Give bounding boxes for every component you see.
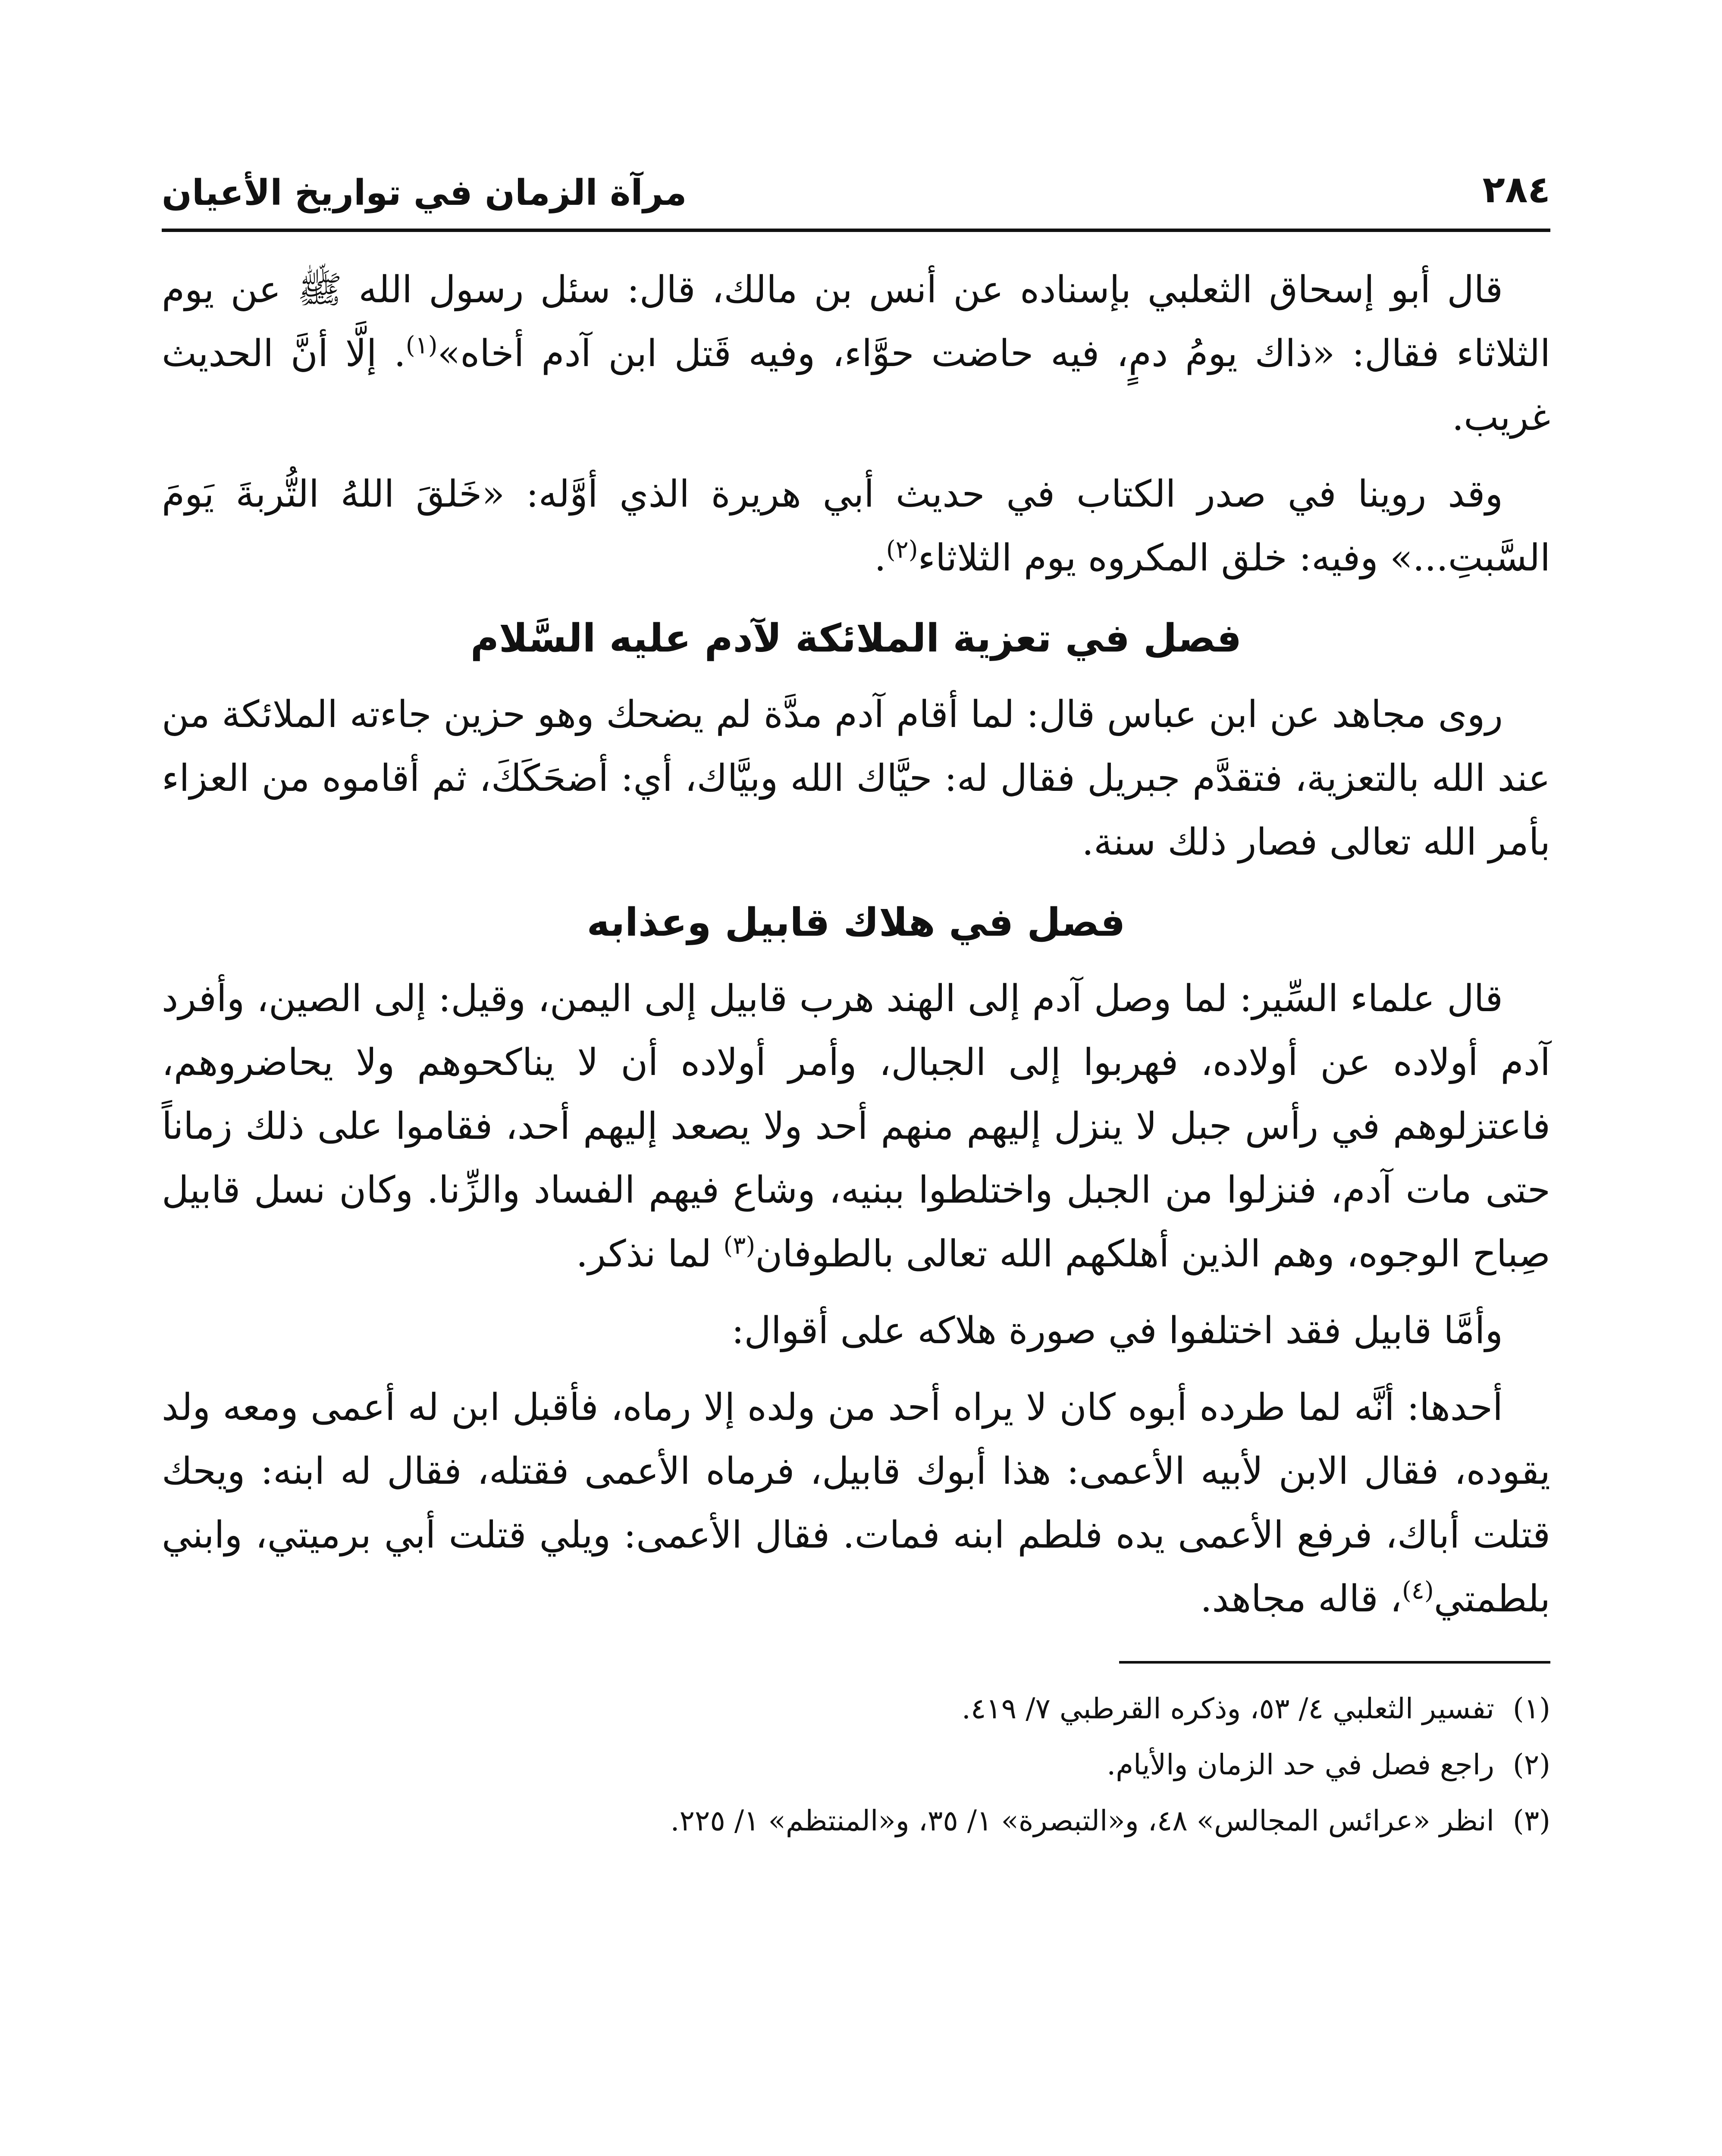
page-number: ٢٨٤ xyxy=(1482,168,1550,211)
paragraph-5: وأمَّا قابيل فقد اختلفوا في صورة هلاكه على أقوال: xyxy=(731,1309,1503,1352)
paragraph-6 xyxy=(162,1376,1550,1631)
footnote-number: (١) xyxy=(1513,1692,1550,1725)
footnotes xyxy=(162,1681,1550,1849)
section-heading-condolence: فصل في تعزية الملائكة لآدم عليه السَّلام xyxy=(470,616,1242,661)
paragraph-tail: . إلَّا أنَّ الحديث غريب. xyxy=(162,332,1550,439)
paragraph-text: أحدها: أنَّه لما طرده أبوه كان لا يراه أحد من ولده إلا رماه، فأقبل ابن له أعمى ومعه ولد يقوده، فقال الابن لأبيه الأعمى: هذا أبوك قابيل، فرماه الأعمى فقتله، فقال له ابنه: ويحك قتلت أباك، فرفع الأعمى يده فلطم ابنه فمات. فقال الأعمى: ويلي قتلت أبي برميتي، وابني بلطمتي xyxy=(162,1386,1550,1620)
page-content xyxy=(162,232,1550,1849)
footnote-2 xyxy=(162,1737,1550,1793)
paragraph-tail: ، قاله مجاهد. xyxy=(1200,1577,1402,1620)
footnote-3 xyxy=(162,1793,1550,1849)
footnote-ref-2: (٢) xyxy=(886,536,918,564)
paragraph-tail: . xyxy=(874,536,886,580)
paragraph-3: روى مجاهد عن ابن عباس قال: لما أقام آدم مدَّة لم يضحك وهو حزين جاءته الملائكة من عند الله بالتعزية، فتقدَّم جبريل فقال له: حيَّاك الله وبيَّاك، أي: أضحَكَكَ، ثم أقاموه من العزاء بأمر الله تعالى فصار ذلك سنة. xyxy=(162,693,1550,864)
footnote-text: تفسير الثعلبي ٤/ ٥٣، وذكره القرطبي ٧/ ٤١٩. xyxy=(961,1692,1494,1725)
footnote-text: راجع فصل في حد الزمان والأيام. xyxy=(1107,1748,1494,1781)
paragraph-1 xyxy=(162,258,1550,449)
section-heading-qabil: فصل في هلاك قابيل وعذابه xyxy=(587,900,1126,945)
running-header xyxy=(162,164,1550,232)
footnote-number: (٣) xyxy=(1513,1804,1550,1837)
footnote-ref-1: (١) xyxy=(405,331,438,360)
footnotes-divider xyxy=(1119,1661,1550,1664)
paragraph-text: قال أبو إسحاق الثعلبي بإسناده عن أنس بن مالك، قال: سئل رسول الله ﷺ عن يوم الثلاثاء فقال: «ذاك يومُ دمٍ، فيه حاضت حوَّاء، وفيه قَتل ابن آدم أخاه» xyxy=(162,268,1550,375)
footnote-ref-3: (٣) xyxy=(723,1232,756,1260)
paragraph-2 xyxy=(162,462,1550,590)
paragraph-tail: لما نذكر. xyxy=(576,1232,724,1275)
footnote-ref-4: (٤) xyxy=(1402,1576,1434,1605)
footnote-1 xyxy=(162,1681,1550,1737)
book-page xyxy=(162,164,1550,2156)
footnote-text: انظر «عرائس المجالس» ٤٨، و«التبصرة» ١/ ٣٥، و«المنتظم» ١/ ٢٢٥. xyxy=(670,1804,1494,1837)
footnote-number: (٢) xyxy=(1513,1748,1550,1781)
paragraph-text: وقد روينا في صدر الكتاب في حديث أبي هريرة الذي أوَّله: «خَلقَ اللهُ التُّربةَ يَومَ السَّبتِ...» وفيه: خلق المكروه يوم الثلاثاء xyxy=(162,473,1550,580)
paragraph-text: قال علماء السِّير: لما وصل آدم إلى الهند هرب قابيل إلى اليمن، وقيل: إلى الصين، وأفرد آدم أولاده عن أولاده، فهربوا إلى الجبال، وأمر أولاده أن لا يناكحوهم ولا يحاضروهم، فاعتزلوهم في رأس جبل لا ينزل إليهم منهم أحد ولا يصعد إليهم أحد، فقاموا على ذلك زماناً حتى مات آدم، فنزلوا من الجبل واختلطوا ببنيه، وشاع فيهم الفساد والزِّنا. وكان نسل قابيل صِباح الوجوه، وهم الذين أهلكهم الله تعالى بالطوفان xyxy=(162,977,1550,1275)
paragraph-4 xyxy=(162,967,1550,1286)
book-title: مرآة الزمان في تواريخ الأعيان xyxy=(162,172,687,213)
